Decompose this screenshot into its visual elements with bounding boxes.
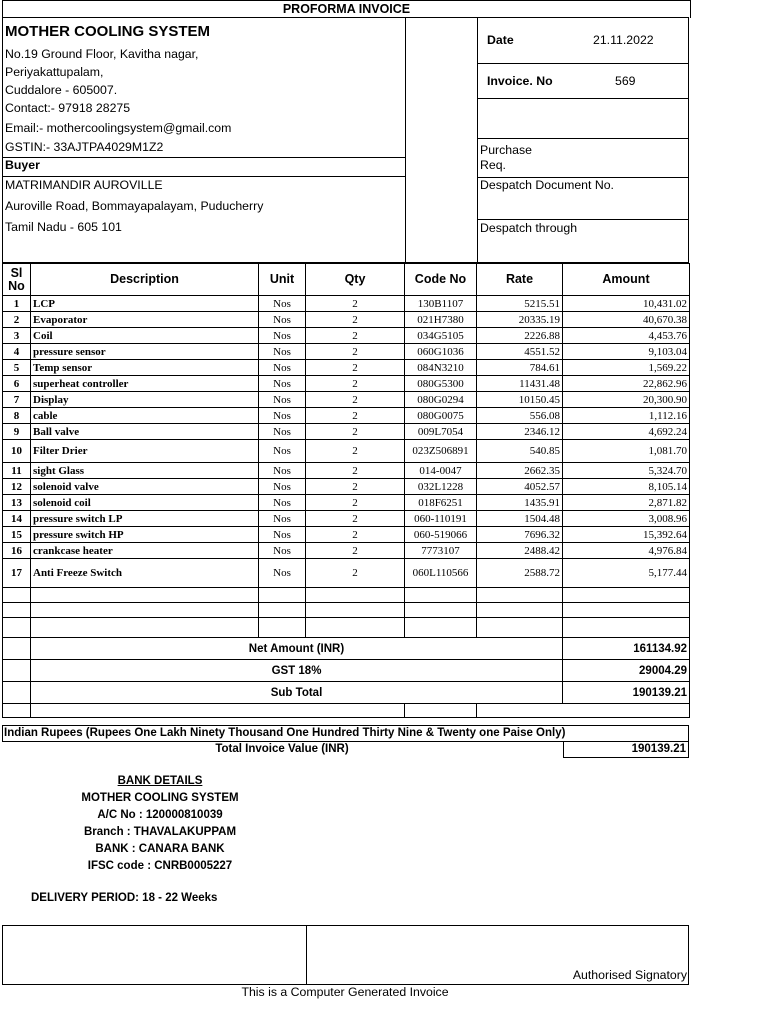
item-description: Coil [31,328,259,344]
item-amount: 4,692.24 [563,424,690,440]
item-amount: 4,976.84 [563,543,690,559]
item-sl-no: 8 [3,408,31,424]
delivery-period: DELIVERY PERIOD: 18 - 22 Weeks [31,892,218,904]
item-amount: 22,862.96 [563,376,690,392]
invoice-header [2,17,689,263]
item-rate: 4052.57 [477,479,563,495]
seller-email: Email:- mothercoolingsystem@gmail.com [5,121,232,135]
item-code: 7773107 [405,543,477,559]
item-qty: 2 [306,376,405,392]
item-rate: 2488.42 [477,543,563,559]
item-unit: Nos [259,543,306,559]
date-label: Date [487,33,514,47]
item-description: pressure sensor [31,344,259,360]
table-row [3,704,690,718]
item-code: 130B1107 [405,296,477,312]
item-qty: 2 [306,344,405,360]
despatch-through-label: Despatch through [480,221,578,235]
bank-account-name: MOTHER COOLING SYSTEM [81,792,239,804]
seller-address-line: Cuddalore - 605007. [5,83,118,97]
item-rate: 5215.51 [477,296,563,312]
bank-details [0,773,320,875]
item-amount: 9,103.04 [563,344,690,360]
item-amount: 5,324.70 [563,463,690,479]
total-invoice-row [2,741,689,758]
buyer-address-line: Auroville Road, Bommayapalayam, Puducherry [5,199,264,213]
table-row [3,392,690,408]
item-sl-no: 10 [3,440,31,463]
item-unit: Nos [259,328,306,344]
item-qty: 2 [306,312,405,328]
sub-total-value: 190139.21 [563,682,690,704]
item-sl-no: 12 [3,479,31,495]
item-unit: Nos [259,559,306,588]
item-amount: 20,300.90 [563,392,690,408]
item-amount: 1,569.22 [563,360,690,376]
item-qty: 2 [306,408,405,424]
item-code: 084N3210 [405,360,477,376]
table-row [3,360,690,376]
item-unit: Nos [259,495,306,511]
gst-label: GST 18% [31,660,563,682]
table-row [3,495,690,511]
item-rate: 11431.48 [477,376,563,392]
table-row [3,479,690,495]
table-row [3,312,690,328]
item-qty: 2 [306,296,405,312]
item-amount: 10,431.02 [563,296,690,312]
table-row [3,376,690,392]
header-divider [477,18,478,263]
item-description: crankcase heater [31,543,259,559]
item-rate: 4551.52 [477,344,563,360]
item-amount: 4,453.76 [563,328,690,344]
table-row [3,559,690,588]
table-row [3,543,690,559]
item-code: 023Z506891 [405,440,477,463]
item-unit: Nos [259,376,306,392]
meta-divider [477,63,689,64]
buyer-name: MATRIMANDIR AUROVILLE [5,178,163,192]
table-row [3,344,690,360]
footer-note: This is a Computer Generated Invoice [241,985,449,999]
item-description: Ball valve [31,424,259,440]
table-row [3,328,690,344]
table-row [3,440,690,463]
item-description: Filter Drier [31,440,259,463]
item-unit: Nos [259,344,306,360]
bank-branch: Branch : THAVALAKUPPAM [83,826,237,838]
item-code: 018F6251 [405,495,477,511]
item-description: LCP [31,296,259,312]
table-row [3,618,690,638]
item-description: Anti Freeze Switch [31,559,259,588]
gst-row [3,660,690,682]
item-amount: 15,392.64 [563,527,690,543]
item-rate: 2346.12 [477,424,563,440]
item-rate: 10150.45 [477,392,563,408]
meta-divider [477,98,689,99]
item-qty: 2 [306,392,405,408]
item-code: 032L1228 [405,479,477,495]
item-qty: 2 [306,360,405,376]
item-rate: 784.61 [477,360,563,376]
item-sl-no: 4 [3,344,31,360]
item-qty: 2 [306,463,405,479]
bank-name: BANK : CANARA BANK [95,843,225,855]
signature-box [2,925,689,985]
bank-ifsc: IFSC code : CNRB0005227 [87,860,233,872]
item-description: cable [31,408,259,424]
item-amount: 3,008.96 [563,511,690,527]
total-invoice-label: Total Invoice Value (INR) [215,743,349,755]
item-rate: 7696.32 [477,527,563,543]
item-unit: Nos [259,527,306,543]
item-sl-no: 16 [3,543,31,559]
item-sl-no: 14 [3,511,31,527]
buyer-divider [3,157,405,158]
header-divider [405,18,406,263]
item-description: Display [31,392,259,408]
item-unit: Nos [259,511,306,527]
item-unit: Nos [259,463,306,479]
item-qty: 2 [306,543,405,559]
table-row [3,424,690,440]
item-description: Evaporator [31,312,259,328]
item-code: 014-0047 [405,463,477,479]
item-description: solenoid coil [31,495,259,511]
item-unit: Nos [259,479,306,495]
item-description: pressure switch LP [31,511,259,527]
purchase-req-label: Req. [480,158,506,172]
seller-gstin: GSTIN:- 33AJTPA4029M1Z2 [5,140,164,154]
item-amount: 40,670.38 [563,312,690,328]
item-sl-no: 2 [3,312,31,328]
item-qty: 2 [306,328,405,344]
purchase-req-label: Purchase [480,143,532,157]
seller-address-line: Periyakattupalam, [5,65,104,79]
item-qty: 2 [306,440,405,463]
item-code: 060G1036 [405,344,477,360]
item-rate: 1504.48 [477,511,563,527]
item-amount: 1,112.16 [563,408,690,424]
invoice-number-label: Invoice. No [487,74,553,88]
table-row [3,511,690,527]
table-header-row [3,264,690,296]
item-sl-no: 15 [3,527,31,543]
document-title: PROFORMA INVOICE [2,0,691,18]
item-description: Temp sensor [31,360,259,376]
item-sl-no: 6 [3,376,31,392]
item-code: 080G5300 [405,376,477,392]
item-description: sight Glass [31,463,259,479]
item-code: 080G0075 [405,408,477,424]
invoice-number-value: 569 [615,74,636,88]
item-code: 060-519066 [405,527,477,543]
item-rate: 20335.19 [477,312,563,328]
item-rate: 2662.35 [477,463,563,479]
item-sl-no: 13 [3,495,31,511]
item-qty: 2 [306,511,405,527]
total-invoice-value: 190139.21 [563,742,689,758]
item-unit: Nos [259,408,306,424]
item-code: 060-110191 [405,511,477,527]
bank-details-heading: BANK DETAILS [117,775,203,787]
col-header-code-no: Code No [405,264,477,296]
item-unit: Nos [259,424,306,440]
item-description: pressure switch HP [31,527,259,543]
item-sl-no: 5 [3,360,31,376]
item-amount: 5,177.44 [563,559,690,588]
item-sl-no: 9 [3,424,31,440]
item-qty: 2 [306,479,405,495]
item-sl-no: 17 [3,559,31,588]
item-sl-no: 7 [3,392,31,408]
item-unit: Nos [259,440,306,463]
item-qty: 2 [306,424,405,440]
table-row [3,463,690,479]
gst-value: 29004.29 [563,660,690,682]
item-unit: Nos [259,392,306,408]
table-row [3,408,690,424]
item-unit: Nos [259,312,306,328]
col-header-rate: Rate [477,264,563,296]
items-table [2,263,690,718]
item-rate: 540.85 [477,440,563,463]
col-header-qty: Qty [306,264,405,296]
item-sl-no: 1 [3,296,31,312]
table-row [3,527,690,543]
item-sl-no: 11 [3,463,31,479]
signature-divider [306,926,307,984]
despatch-document-label: Despatch Document No. [480,178,614,192]
authorised-signatory: Authorised Signatory [572,968,687,982]
col-header-sl-no: Sl No [3,264,31,296]
item-code: 009L7054 [405,424,477,440]
meta-divider [477,138,689,139]
item-rate: 2226.88 [477,328,563,344]
item-rate: 556.08 [477,408,563,424]
seller-address-line: No.19 Ground Floor, Kavitha nagar, [5,47,199,61]
amount-in-words: Indian Rupees (Rupees One Lakh Ninety Thousand One Hundred Thirty Nine & Twenty one Paise Only) [2,725,689,741]
col-header-amount: Amount [563,264,690,296]
buyer-address-line: Tamil Nadu - 605 101 [5,220,122,234]
table-row [3,603,690,618]
net-amount-label: Net Amount (INR) [31,638,563,660]
seller-contact: Contact:- 97918 28275 [5,101,131,115]
col-header-unit: Unit [259,264,306,296]
item-description: solenoid valve [31,479,259,495]
seller-name: MOTHER COOLING SYSTEM [5,23,211,40]
date-value: 21.11.2022 [593,33,654,47]
table-row [3,588,690,603]
col-header-description: Description [31,264,259,296]
item-code: 060L110566 [405,559,477,588]
net-amount-value: 161134.92 [563,638,690,660]
item-qty: 2 [306,527,405,543]
item-qty: 2 [306,559,405,588]
table-row [3,296,690,312]
item-rate: 2588.72 [477,559,563,588]
sub-total-label: Sub Total [31,682,563,704]
item-amount: 2,871.82 [563,495,690,511]
buyer-divider [3,176,405,177]
item-rate: 1435.91 [477,495,563,511]
item-code: 080G0294 [405,392,477,408]
buyer-label: Buyer [5,158,40,172]
item-unit: Nos [259,296,306,312]
item-description: superheat controller [31,376,259,392]
bank-account-number: A/C No : 120000810039 [97,809,223,821]
item-sl-no: 3 [3,328,31,344]
item-code: 034G5105 [405,328,477,344]
item-unit: Nos [259,360,306,376]
item-qty: 2 [306,495,405,511]
item-code: 021H7380 [405,312,477,328]
meta-divider [477,219,689,220]
item-amount: 1,081.70 [563,440,690,463]
sub-total-row [3,682,690,704]
item-amount: 8,105.14 [563,479,690,495]
net-amount-row [3,638,690,660]
